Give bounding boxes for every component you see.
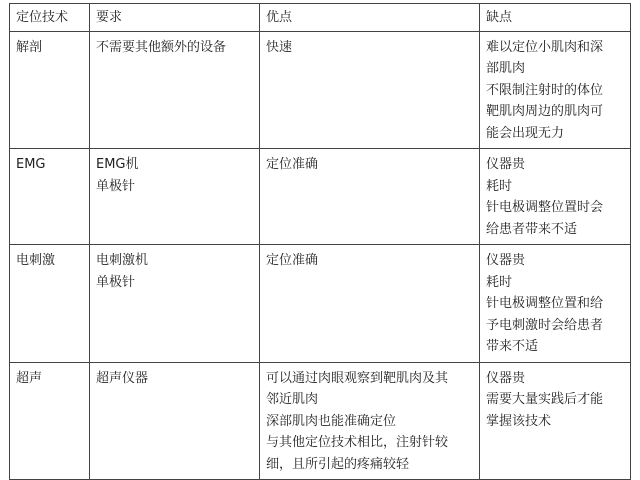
cell-disadvantage [480,245,631,363]
cell-text-line: 解剖 [16,39,43,55]
cell-text-line: 仪器贵 [486,253,526,268]
cell-text-line: EMG [16,157,46,172]
cell-advantage [260,149,480,245]
cell-text-line: 耗时 [486,178,513,194]
cell-disadvantage [480,149,631,245]
header-disadvantage: 缺点 [480,4,631,32]
header-advantage: 优点 [260,4,480,32]
table-row [10,31,631,149]
cell-advantage [260,31,480,149]
table-row [10,245,631,363]
header-row [10,4,631,32]
cell-disadvantage [480,31,631,149]
cell-text-line: 仪器贵 [486,157,526,172]
cell-technique [10,31,90,149]
cell-text-line: 针电极调整位置和给 [486,296,604,311]
header-requirement: 要求 [90,4,260,32]
cell-text-line: 掌握该技术 [486,413,552,429]
cell-requirement [90,245,260,363]
table-row [10,362,631,480]
cell-advantage [260,362,480,480]
cell-text-line: 与其他定位技术相比，注射针较 [266,435,449,450]
header-technique: 定位技术 [10,4,90,32]
cell-text-line: 耗时 [486,274,513,290]
cell-text-line: 定位准确 [266,157,319,172]
cell-technique [10,362,90,480]
cell-text-line: 难以定位小肌肉和深 [486,39,604,55]
cell-text-line: 超声 [16,370,43,386]
cell-requirement [90,149,260,245]
cell-text-line: 深部肌肉也能准确定位 [266,413,397,429]
cell-disadvantage [480,362,631,480]
table-row [10,149,631,245]
cell-technique [10,245,90,363]
cell-text-line: 单极针 [96,274,136,290]
cell-text-line: 超声仪器 [96,370,149,386]
cell-technique [10,149,90,245]
table-body [10,4,631,480]
cell-text-line: 针电极调整位置时会 [486,200,604,215]
cell-text-line: EMG机 [96,157,139,172]
cell-text-line: 电刺激 [16,253,56,268]
cell-text-line: 不需要其他额外的设备 [96,39,227,55]
cell-text-line: 可以通过肉眼观察到靶肌肉及其 [266,370,449,386]
cell-advantage [260,245,480,363]
cell-text-line: 部肌肉 [486,61,526,76]
cell-text-line: 仪器贵 [486,370,526,386]
cell-text-line: 单极针 [96,178,136,194]
cell-text-line: 需要大量实践后才能 [486,392,604,407]
cell-requirement [90,362,260,480]
cell-text-line: 定位准确 [266,253,319,268]
cell-requirement [90,31,260,149]
cell-text-line: 快速 [266,39,293,55]
cell-text-line: 带来不适 [486,339,539,354]
cell-text-line: 细，且所引起的疼痛较轻 [266,456,410,472]
comparison-table [9,3,631,480]
cell-text-line: 给患者带来不适 [486,221,578,237]
cell-text-line: 电刺激机 [96,253,149,268]
cell-text-line: 靶肌肉周边的肌肉可 [486,104,604,119]
cell-text-line: 予电刺激时会给患者 [486,317,604,333]
cell-text-line: 邻近肌肉 [266,392,319,407]
cell-text-line: 能会出现无力 [486,125,565,141]
cell-text-line: 不限制注射时的体位 [486,82,604,98]
